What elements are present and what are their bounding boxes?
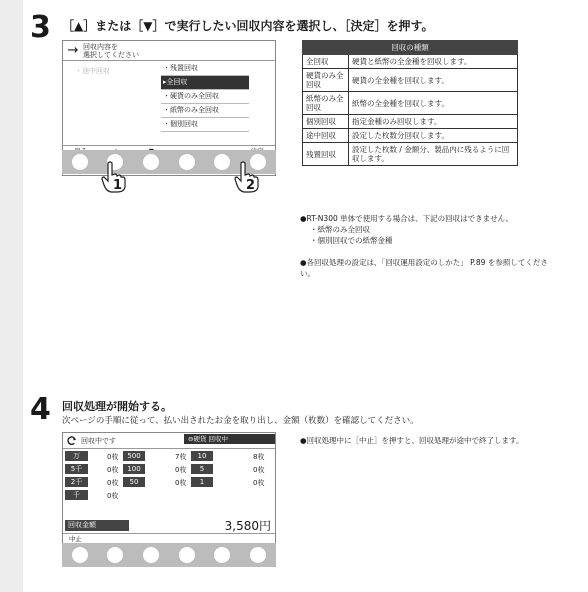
- bill-label: 2千: [65, 477, 88, 487]
- option-bills-only[interactable]: ・紙幣のみ全回収: [161, 104, 249, 118]
- table-row: [303, 143, 518, 166]
- bill-count: 0枚: [107, 466, 119, 474]
- stop-softkey-label: 中止: [63, 533, 275, 543]
- denomination-row: [65, 451, 275, 462]
- hand-label: 2: [246, 178, 256, 193]
- note-sub: ・個別回収での紙幣金種: [310, 236, 393, 245]
- coin-count: 0枚: [175, 479, 187, 487]
- table-row: [303, 69, 518, 92]
- bill-count: 0枚: [107, 479, 119, 487]
- total-amount-value: 3,580円: [224, 519, 271, 533]
- key-5[interactable]: [214, 154, 230, 170]
- coin-label: 50: [123, 477, 145, 487]
- table-cell: 個別回収: [303, 115, 349, 129]
- table-cell: 全回収: [303, 55, 349, 69]
- table-cell: 硬貨と紙幣の全金種を回収します。: [349, 55, 518, 69]
- option-coins-only[interactable]: ・硬貨のみ全回収: [161, 90, 249, 104]
- table-cell: 残置回収: [303, 143, 349, 166]
- bill-label: 千: [65, 490, 88, 500]
- key-2[interactable]: [107, 547, 123, 563]
- coin-count: 0枚: [253, 466, 265, 474]
- screen-header: [63, 433, 275, 449]
- refresh-icon: [66, 435, 77, 446]
- table-cell: 硬貨の全金種を回収します。: [349, 69, 518, 92]
- coin-label: 10: [191, 451, 213, 461]
- key-3[interactable]: [143, 547, 159, 563]
- collecting-screen: [62, 432, 276, 544]
- table-cell: 設定した枚数分回収します。: [349, 129, 518, 143]
- option-residual[interactable]: ・残置回収: [161, 62, 249, 76]
- key-6[interactable]: [250, 547, 266, 563]
- note-sub: ・紙幣のみ全回収: [310, 225, 370, 234]
- coin-count: 8枚: [253, 453, 265, 461]
- coin-label: 500: [123, 451, 145, 461]
- table-cell: 設定した枚数 / 金額分、製品内に残るように回収します。: [349, 143, 518, 166]
- midway-collect-item[interactable]: ・途中回収: [75, 67, 110, 75]
- table-cell: 硬貨のみ全回収: [303, 69, 349, 92]
- coin-collecting-badge: ⊖硬貨 回収中: [184, 434, 275, 444]
- hardware-key-row: [62, 543, 276, 567]
- key-4[interactable]: [179, 154, 195, 170]
- option-all-selected[interactable]: ▸全回収: [161, 76, 249, 90]
- denomination-row: [65, 490, 145, 501]
- step3-notes: [300, 213, 560, 279]
- key-stop[interactable]: [72, 547, 88, 563]
- table-row: [303, 115, 518, 129]
- table-cell: 紙幣の全金種を回収します。: [349, 92, 518, 115]
- collect-option-list: [161, 62, 249, 132]
- note-line: ●RT-N300 単体で使用する場合は、下記の回収はできません。: [300, 214, 514, 223]
- coin-label: 5: [191, 464, 213, 474]
- step4-number: 4: [30, 392, 51, 427]
- denomination-row: [65, 477, 275, 488]
- bill-count: 0枚: [107, 492, 119, 500]
- screen-header: [63, 41, 275, 61]
- coin-count: 0枚: [175, 466, 187, 474]
- screen-prompt: 回収内容を 選択してください: [83, 42, 139, 59]
- coin-label: 1: [191, 477, 213, 487]
- coin-count: 7枚: [175, 453, 187, 461]
- denomination-row: [65, 464, 275, 475]
- side-bar: [0, 0, 23, 592]
- step4-title: 回収処理が開始する。: [62, 400, 172, 413]
- collect-status: 回収中です: [81, 437, 116, 445]
- step4-description: 次ページの手順に従って、払い出されたお金を取り出し、金額（枚数）を確認してください。: [62, 416, 419, 426]
- hand-label: 1: [113, 178, 123, 193]
- table-row: [303, 129, 518, 143]
- bill-count: 0枚: [107, 453, 119, 461]
- arrow-icon: →: [67, 43, 79, 58]
- key-4[interactable]: [179, 547, 195, 563]
- key-back[interactable]: [72, 154, 88, 170]
- key-5[interactable]: [214, 547, 230, 563]
- collect-type-table: [302, 40, 518, 166]
- total-amount-label: 回収金額: [65, 520, 129, 531]
- table-cell: 指定金種のみ回収します。: [349, 115, 518, 129]
- step3-number: 3: [30, 10, 51, 45]
- key-down[interactable]: [143, 154, 159, 170]
- table-cell: 途中回収: [303, 129, 349, 143]
- step3-title: ［▲］または［▼］で実行したい回収内容を選択し、［決定］を押す。: [62, 19, 434, 33]
- coin-count: 0枚: [253, 479, 265, 487]
- table-cell: 紙幣のみ全回収: [303, 92, 349, 115]
- coin-label: 100: [123, 464, 145, 474]
- bill-label: 5千: [65, 464, 88, 474]
- option-individual[interactable]: ・個別回収: [161, 118, 249, 132]
- table-row: [303, 92, 518, 115]
- table-header: 回収の種類: [303, 41, 518, 55]
- bill-label: 万: [65, 451, 88, 461]
- table-row: [303, 55, 518, 69]
- step4-note: ●回収処理中に［中止］を押すと、回収処理が途中で終了します。: [300, 436, 524, 445]
- note-line-reference: ●各回収処理の設定は、「回収運用設定のしかた」 P.89 を参照してください。: [300, 258, 548, 278]
